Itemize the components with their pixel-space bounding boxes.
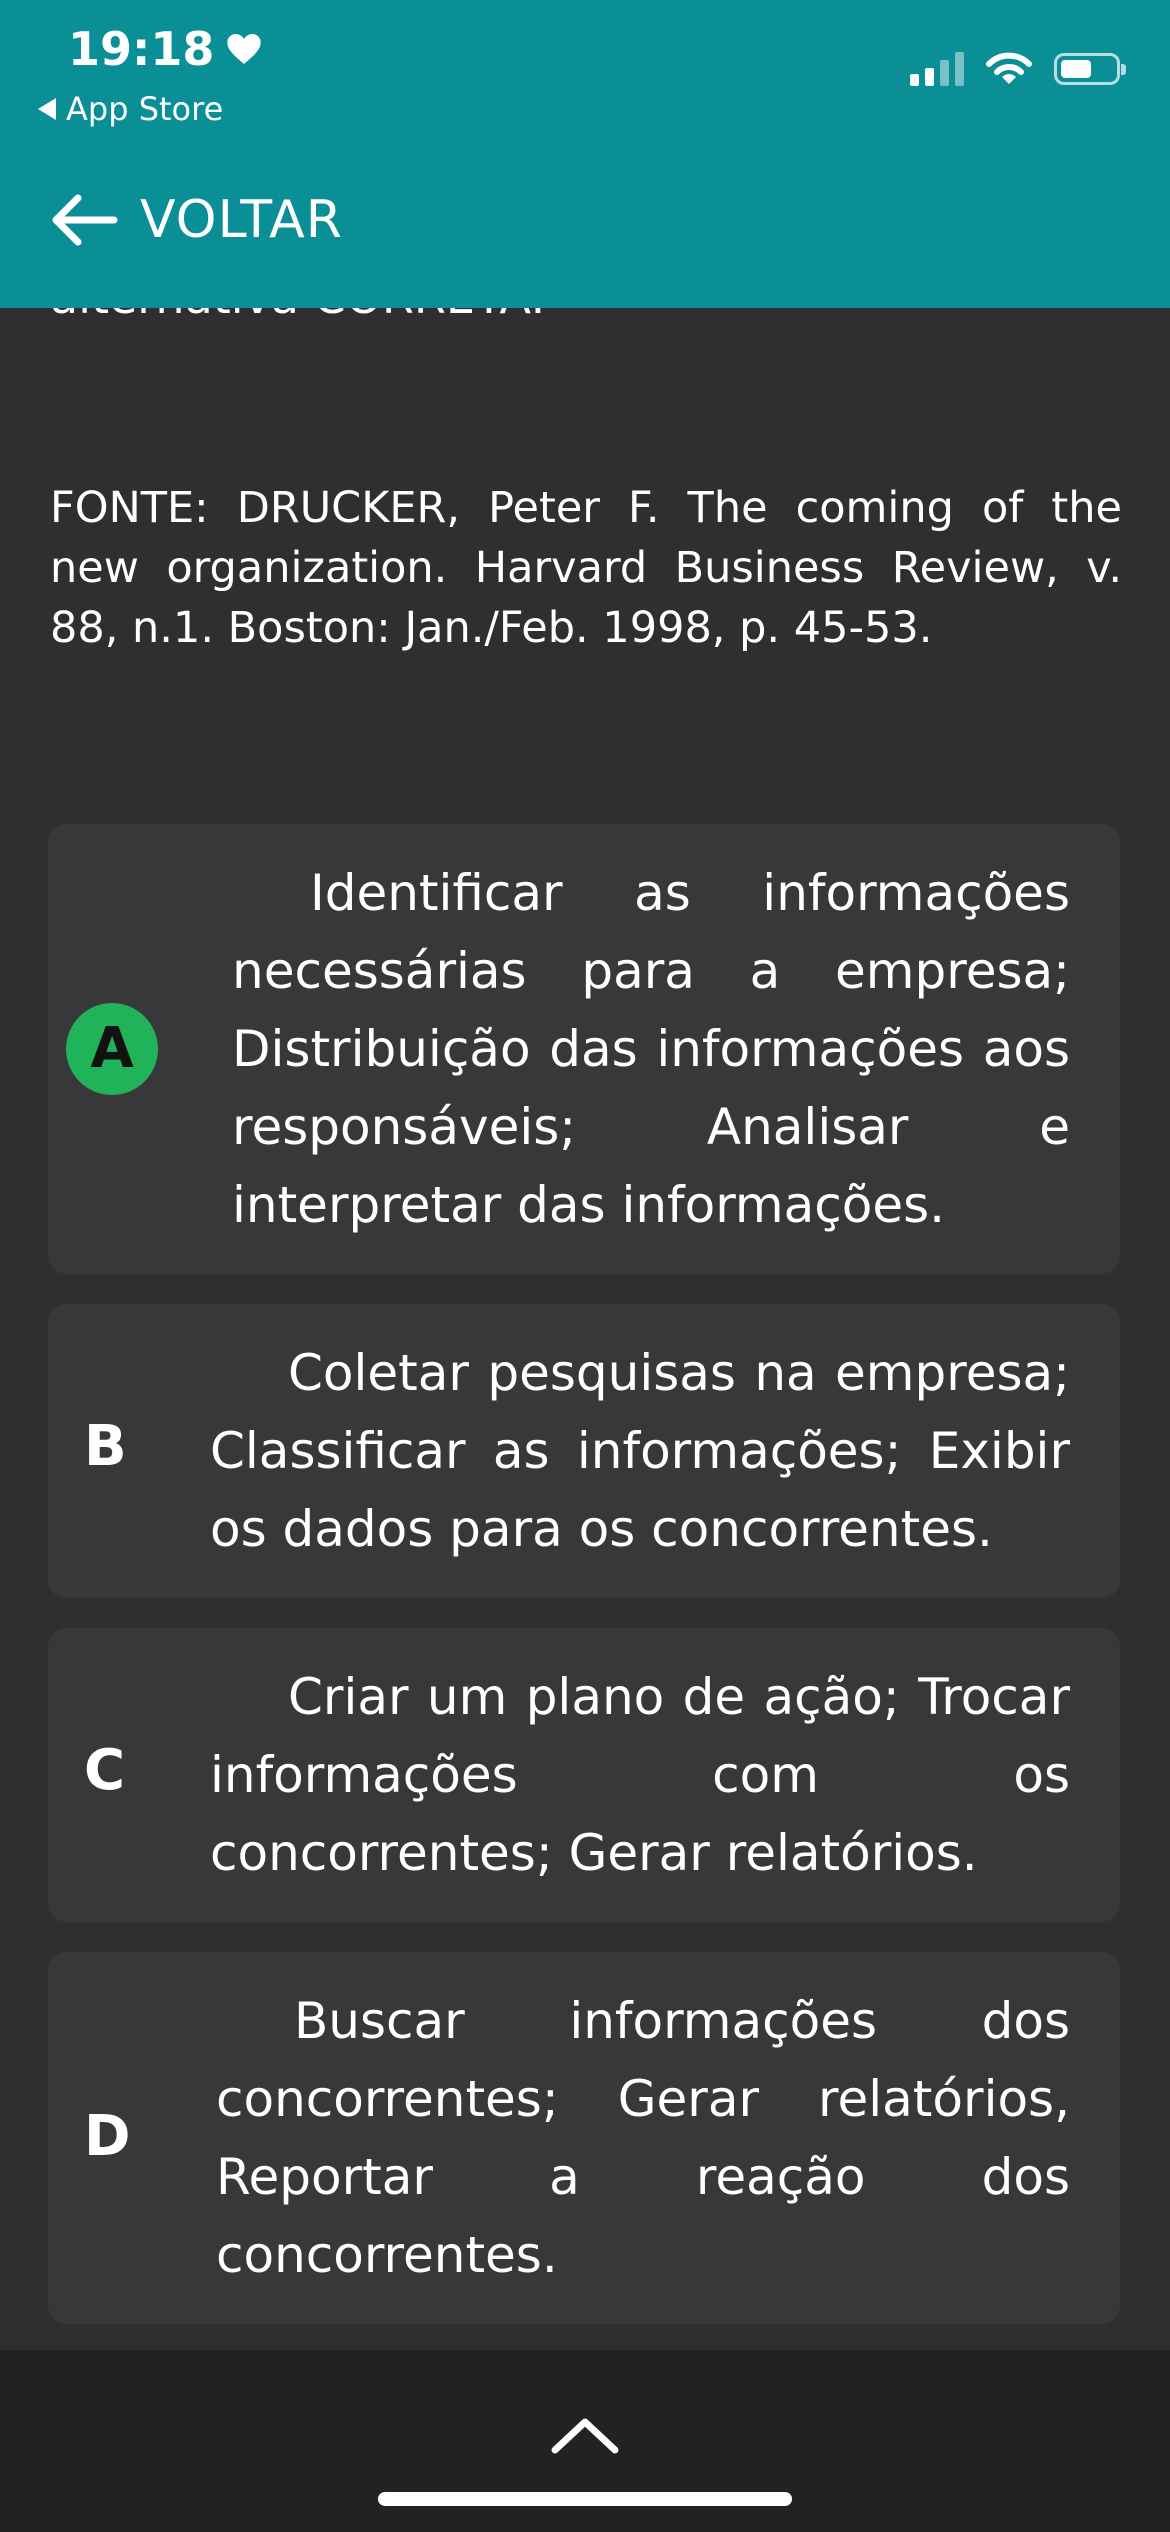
option-letter: C	[84, 1738, 126, 1803]
option-a[interactable]	[48, 824, 1120, 1274]
signal-icon	[910, 52, 964, 86]
home-indicator[interactable]	[378, 2492, 792, 2506]
chevron-up-icon[interactable]	[549, 2412, 621, 2456]
back-triangle-icon	[38, 98, 56, 120]
option-c[interactable]	[48, 1628, 1120, 1922]
status-time-text: 19:18	[68, 22, 215, 76]
battery-icon	[1054, 53, 1120, 85]
header-bar	[0, 0, 1170, 308]
option-text: Buscar informações dos concorrentes; Gerar relatórios, Reportar a reação dos concorrentes.	[216, 1992, 1070, 2284]
option-text: Coletar pesquisas na empresa; Classificar as informações; Exibir os dados para os concorrentes.	[210, 1344, 1070, 1558]
status-indicators	[910, 52, 1120, 86]
option-letter-selected: A	[66, 1003, 158, 1095]
option-text: Identificar as informações necessárias para a empresa; Distribuição das informações aos responsáveis; Analisar e interpretar das informações.	[232, 864, 1070, 1234]
option-b[interactable]	[48, 1304, 1120, 1598]
heart-icon	[224, 29, 264, 69]
option-letter: B	[84, 1414, 127, 1479]
wifi-icon	[986, 52, 1032, 86]
status-time	[68, 22, 264, 76]
back-app-label: App Store	[66, 90, 224, 128]
back-to-app-store[interactable]	[38, 90, 223, 128]
option-d[interactable]	[48, 1952, 1120, 2324]
option-text: Criar um plano de ação; Trocar informações com os concorrentes; Gerar relatórios.	[210, 1668, 1070, 1882]
arrow-left-icon	[48, 190, 118, 250]
source-citation: FONTE: DRUCKER, Peter F. The coming of the new organization. Harvard Business Review, v. 88, n.1. Boston: Jan./Feb. 1998, p. 45-53.	[50, 483, 1122, 653]
option-letter: D	[84, 2104, 131, 2169]
back-button-label: VOLTAR	[140, 190, 343, 250]
back-button[interactable]	[48, 190, 343, 250]
